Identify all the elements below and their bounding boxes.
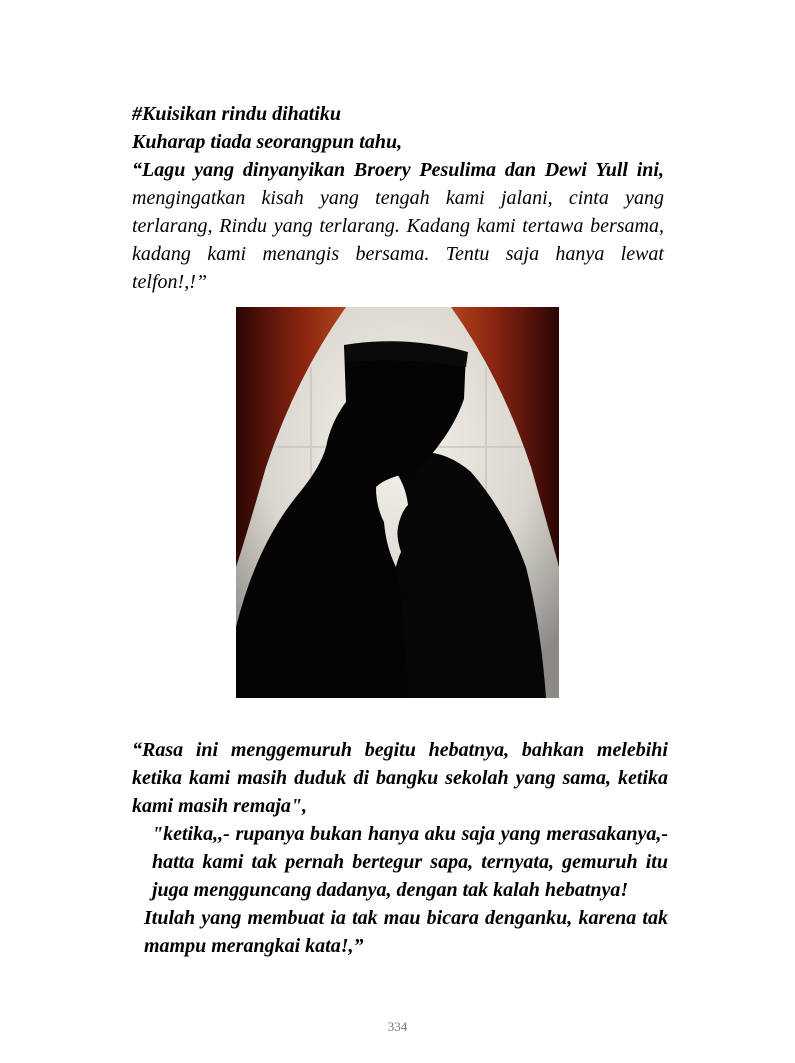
song-quote-rest: mengingatkan kisah yang tengah kami jalani, cinta yang terlarang, Rindu yang terlarang. Kadang kami tertawa bersama, kadang kami menangis bersama. Tentu saja hanya lewat telfon!,!” xyxy=(132,187,664,293)
hashtag-line: #Kuisikan rindu dihatiku xyxy=(132,103,341,125)
top-text-block xyxy=(132,100,664,296)
song-paragraph xyxy=(132,156,664,296)
ketika-paragraph: "ketika,,- rupanya bukan hanya aku saja yang merasakanya,- hatta kami tak pernah bertegur sapa, ternyata, gemuruh itu juga mengguncang dadanya, dengan tak kalah hebatnya! xyxy=(152,823,668,901)
song-quote-bold: “Lagu yang dinyanyikan Broery Pesulima dan Dewi Yull ini, xyxy=(132,159,664,181)
itulah-paragraph: Itulah yang membuat ia tak mau bicara denganku, karena tak mampu merangkai kata!,” xyxy=(144,907,668,957)
couple-silhouette-photo xyxy=(236,307,559,698)
bottom-text-block xyxy=(132,736,668,960)
hope-line: Kuharap tiada seorangpun tahu, xyxy=(132,131,403,153)
silhouette-illustration xyxy=(236,307,559,698)
feeling-paragraph: “Rasa ini menggemuruh begitu hebatnya, bahkan melebihi ketika kami masih duduk di bangku sekolah yang sama, ketika kami masih remaja", xyxy=(132,739,668,817)
page-number: 334 xyxy=(387,1019,408,1034)
